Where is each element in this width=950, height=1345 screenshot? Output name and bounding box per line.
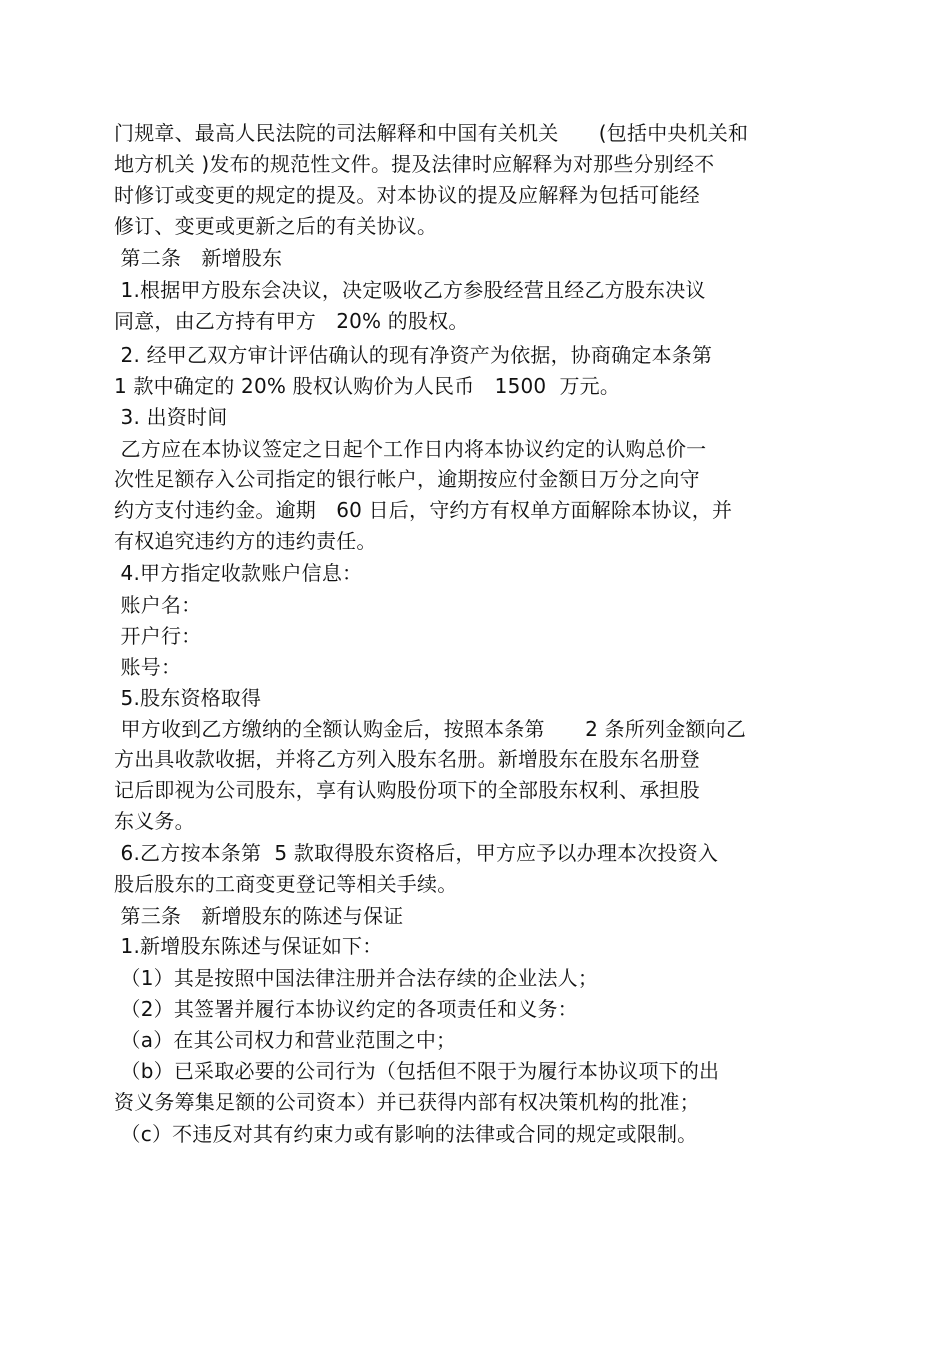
text-line: 门规章、最高人民法院的司法解释和中国有关机关 (包括中央机关和: [114, 121, 749, 145]
text-line: 甲方收到乙方缴纳的全额认购金后，按照本条第 2 条所列金额向乙: [114, 717, 747, 741]
text-line: 记后即视为公司股东，享有认购股份项下的全部股东权利、承担股: [114, 778, 700, 802]
text-line: 同意，由乙方持有甲方 20% 的股权。: [114, 309, 469, 333]
section-heading: 第三条 新增股东的陈述与保证: [114, 904, 404, 928]
text-line: 股后股东的工商变更登记等相关手续。: [114, 872, 458, 896]
text-line: 约方支付违约金。逾期 60 日后，守约方有权单方面解除本协议，并: [114, 498, 733, 522]
text-line: 次性足额存入公司指定的银行帐户，逾期按应付金额日万分之向守: [114, 467, 700, 491]
text-line: 1.根据甲方股东会决议，决定吸收乙方参股经营且经乙方股东决议: [114, 278, 706, 302]
text-line: 4.甲方指定收款账户信息：: [114, 561, 363, 585]
text-line: 东义务。: [114, 809, 195, 833]
text-line: （1）其是按照中国法律注册并合法存续的企业法人；: [114, 966, 599, 990]
text-line: 3. 出资时间: [114, 405, 228, 429]
text-line: 方出具收款收据，并将乙方列入股东名册。新增股东在股东名册登: [114, 747, 700, 771]
text-line: 地方机关 )发布的规范性文件。提及法律时应解释为对那些分别经不: [114, 152, 715, 176]
text-line: 5.股东资格取得: [114, 686, 262, 710]
text-line: 1.新增股东陈述与保证如下：: [114, 934, 383, 958]
account-name-label: 账户名：: [114, 593, 202, 617]
text-line: 1 款中确定的 20% 股权认购价为人民币 1500 万元。: [114, 374, 621, 398]
text-line: 修订、变更或更新之后的有关协议。: [114, 214, 438, 238]
text-line: 6.乙方按本条第 5 款取得股东资格后，甲方应予以办理本次投资入: [114, 841, 719, 865]
text-line: （a）在其公司权力和营业范围之中；: [114, 1028, 457, 1052]
text-line: （2）其签署并履行本协议约定的各项责任和义务：: [114, 997, 578, 1021]
text-line: 有权追究违约方的违约责任。: [114, 529, 377, 553]
text-line: 资义务筹集足额的公司资本）并已获得内部有权决策机构的批准；: [114, 1090, 700, 1114]
section-heading: 第二条 新增股东: [114, 246, 283, 270]
text-line: 时修订或变更的规定的提及。对本协议的提及应解释为包括可能经: [114, 183, 700, 207]
text-line: （c）不违反对其有约束力或有影响的法律或合同的规定或限制。: [114, 1122, 698, 1146]
text-line: （b）已采取必要的公司行为（包括但不限于为履行本协议项下的出: [114, 1059, 720, 1083]
text-line: 2. 经甲乙双方审计评估确认的现有净资产为依据，协商确定本条第: [114, 343, 713, 367]
bank-label: 开户行：: [114, 624, 202, 648]
text-line: 乙方应在本协议签定之日起个工作日内将本协议约定的认购总价一: [114, 437, 707, 461]
account-number-label: 账号：: [114, 655, 182, 679]
